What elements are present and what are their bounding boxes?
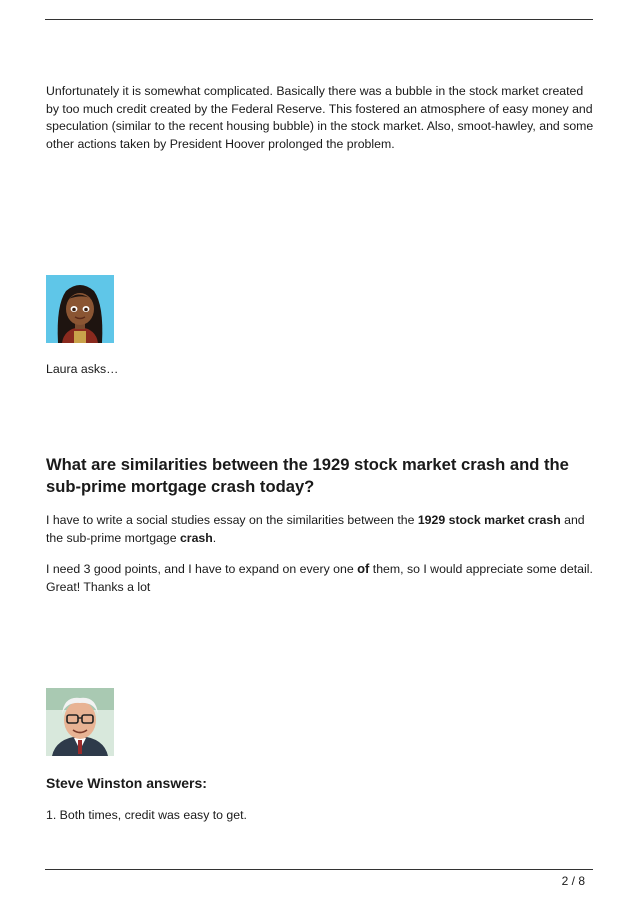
question-body-1-end: .: [212, 530, 217, 545]
steve-avatar: [46, 688, 114, 756]
keyword-stock-market-crash: 1929 stock market crash: [417, 513, 561, 527]
intro-paragraph: Unfortunately it is somewhat complicated. Basically there was a bubble in the stock market created by too much credit created by the Federal Reserve. This fostered an atmosphere of easy money and speculation (similar to the recent housing bubble) in the stock market. Also, smoot-hawley, and some other actions taken by President Hoover prolonged the problem.: [46, 84, 594, 151]
question-body-1: [46, 512, 594, 547]
bottom-rule: [45, 869, 593, 870]
question-title: What are similarities between the 1929 stock market crash and the sub-prime mortgage crash today?: [46, 455, 569, 496]
question-body-1-middle: and the sub-prime mortgage: [46, 513, 585, 545]
answer-heading: Steve Winston answers:: [46, 775, 207, 791]
question-body-2: [46, 560, 594, 596]
answer-point-1: 1. Both times, credit was easy to get.: [46, 808, 247, 822]
laura-avatar: [46, 275, 114, 343]
asker-label: Laura asks…: [46, 362, 119, 376]
man-portrait-icon: [46, 688, 114, 756]
cartoon-woman-icon: [46, 275, 114, 343]
top-rule: [45, 19, 593, 20]
question-body-2-start: I need 3 good points, and I have to expand on every one: [46, 562, 358, 576]
keyword-of: of: [357, 561, 370, 576]
keyword-crash: crash: [179, 530, 213, 545]
question-body-1-start: I have to write a social studies essay on the similarities between the: [46, 513, 418, 527]
page-number: 2 / 8: [561, 874, 585, 888]
question-body-2-end: them, so I would appreciate some detail. Great! Thanks a lot: [46, 562, 593, 594]
